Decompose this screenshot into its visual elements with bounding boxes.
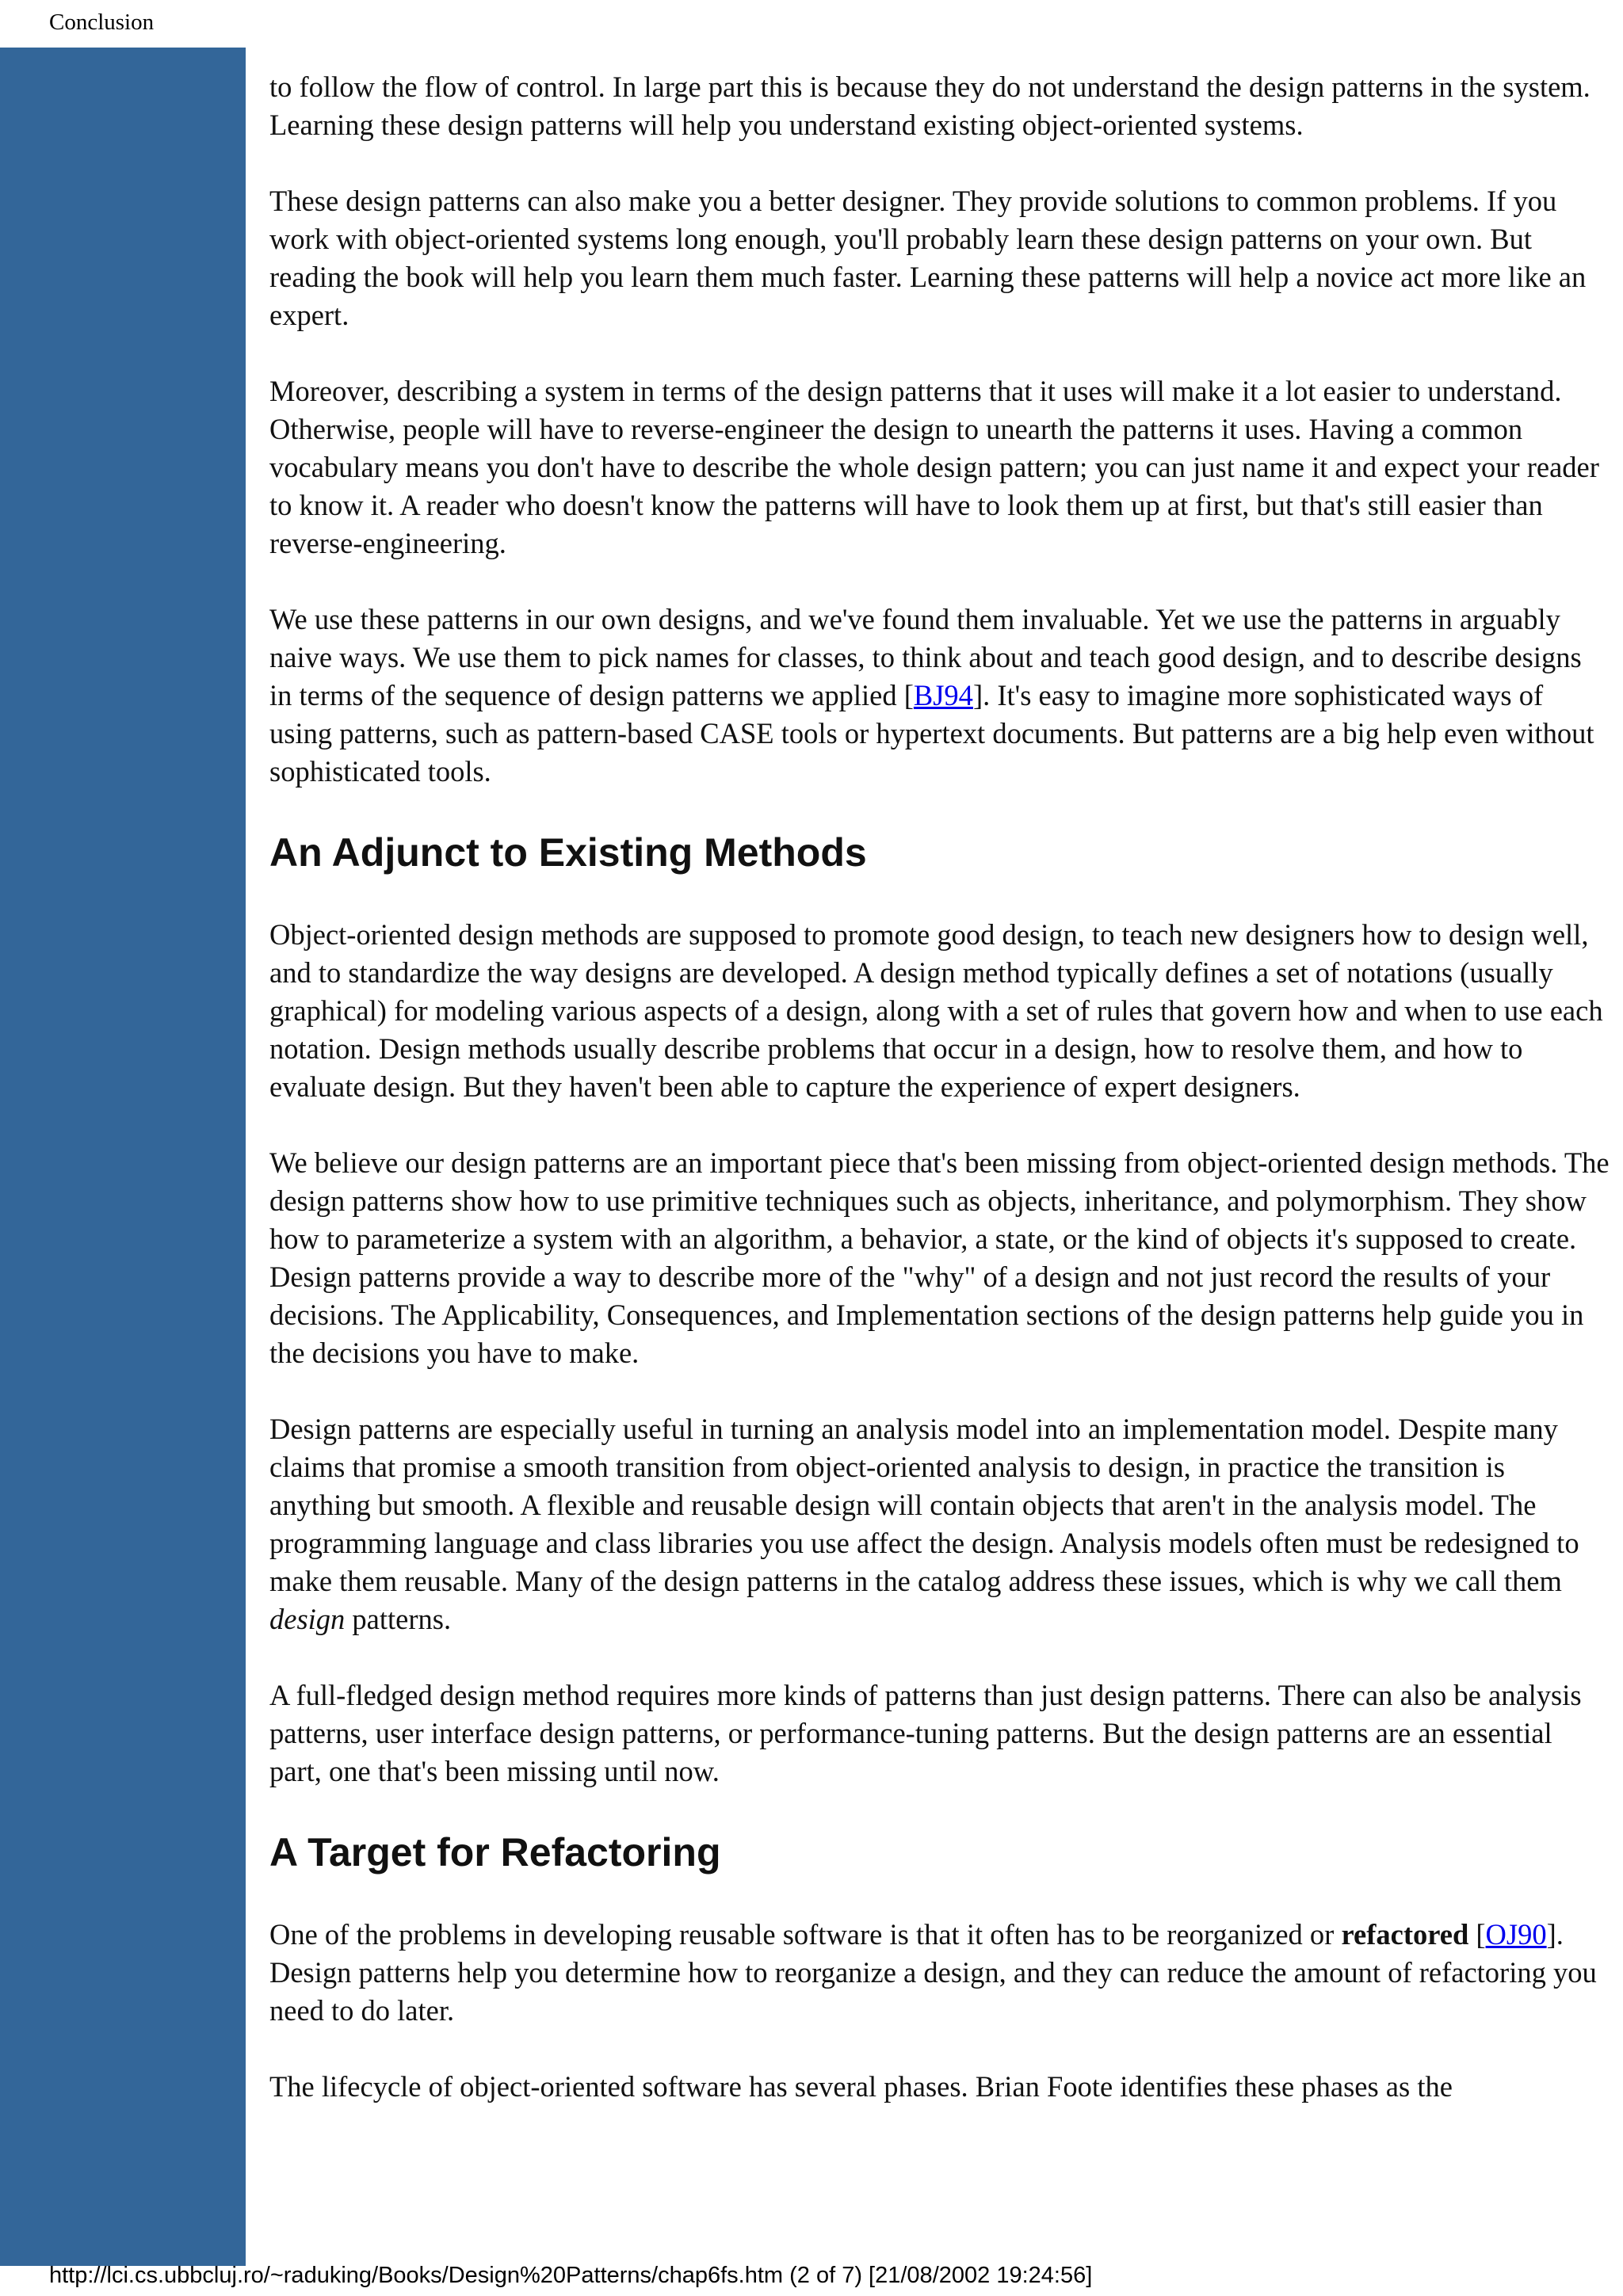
sidebar-color-bar: [0, 48, 246, 2266]
section-heading-adjunct: An Adjunct to Existing Methods: [269, 830, 867, 875]
paragraph-9-bold: refactored: [1341, 1918, 1469, 1951]
paragraph-4-text-a: We use these patterns in our own designs, and we've found them invaluable. Yet we use the patterns in arguably naive ways. We use them to pick names for classes, to think about and teach good design, and to describe designs in terms of the sequence of design patterns we applied [: [269, 603, 1582, 711]
citation-link-oj90[interactable]: OJ90: [1485, 1918, 1547, 1951]
paragraph-7-text-a: Design patterns are especially useful in turning an analysis model into an implementation model. Despite many claims that promise a smooth transition from object-oriented analysis to design, in practice the transition is anything but smooth. A flexible and reusable design will contain objects that aren't in the analysis model. The programming language and class libraries you use affect the design. Analysis models often must be redesigned to make them reusable. Many of the design patterns in the catalog address these issues, which is why we call them: [269, 1413, 1579, 1597]
paragraph-8: A full-fledged design method requires more kinds of patterns than just design patterns. There can also be analysis patterns, user interface design patterns, or performance-tuning patterns. But the design patterns are an essential part, one that's been missing until now.: [269, 1679, 1582, 1787]
paragraph-7: [269, 1410, 1610, 1638]
paragraph-2: These design patterns can also make you a better designer. They provide solutions to common problems. If you work with object-oriented systems long enough, you'll probably learn these design patterns on your own. But reading the book will help you learn them much faster. Learning these patterns will help a novice act more like an expert.: [269, 185, 1587, 331]
citation-link-bj94[interactable]: BJ94: [913, 679, 973, 711]
paragraph-9-text-c: ]. Design patterns help you determine how to reorganize a design, and they can reduce the amount of refactoring you need to do later.: [269, 1918, 1597, 2027]
paragraph-4-text-b: ]. It's easy to imagine more sophisticated ways of using patterns, such as pattern-based CASE tools or hypertext documents. But patterns are a big help even without sophisticated tools.: [269, 679, 1594, 788]
paragraph-9-text-a: One of the problems in developing reusable software is that it often has to be reorganized or: [269, 1918, 1342, 1951]
paragraph-1: to follow the flow of control. In large part this is because they do not understand the design patterns in the system. Learning these design patterns will help you understand existing object-oriented systems.: [269, 71, 1591, 141]
print-footer-url: http://lci.cs.ubbcluj.ro/~raduking/Books/Design%20Patterns/chap6fs.htm (2 of 7) [21/08/2002 19:24:56]: [49, 2263, 1093, 2288]
paragraph-9: [269, 1916, 1610, 2030]
print-header-title: Conclusion: [49, 10, 155, 35]
paragraph-7-emphasis: design: [269, 1603, 346, 1635]
page-content: [269, 68, 1610, 2144]
paragraph-5: Object-oriented design methods are supposed to promote good design, to teach new designers how to design well, and to standardize the way designs are developed. A design method typically defines a set of notations (usually graphical) for modeling various aspects of a design, along with a set of rules that govern how and when to use each notation. Design methods usually describe problems that occur in a design, how to resolve them, and how to evaluate design. But they haven't been able to capture the experience of expert designers.: [269, 918, 1603, 1103]
section-heading-refactoring: A Target for Refactoring: [269, 1830, 721, 1875]
paragraph-7-text-b: patterns.: [345, 1603, 452, 1635]
paragraph-4: [269, 601, 1610, 791]
paragraph-6: We believe our design patterns are an important piece that's been missing from object-oriented design methods. The design patterns show how to use primitive techniques such as objects, inheritance, and polymorphism. They show how to parameterize a system with an algorithm, a behavior, a state, or the kind of objects it's supposed to create. Design patterns provide a way to describe more of the "why" of a design and not just record the results of your decisions. The Applicability, Consequences, and Implementation sections of the design patterns help guide you in the decisions you have to make.: [269, 1146, 1610, 1369]
paragraph-10: The lifecycle of object-oriented software has several phases. Brian Foote identifies these phases as the: [269, 2070, 1453, 2103]
paragraph-3: Moreover, describing a system in terms of the design patterns that it uses will make it a lot easier to understand. Otherwise, people will have to reverse-engineer the design to unearth the patterns it uses. Having a common vocabulary means you don't have to describe the whole design pattern; you can just name it and expect your reader to know it. A reader who doesn't know the patterns will have to look them up at first, but that's still easier than reverse-engineering.: [269, 375, 1599, 559]
paragraph-9-text-b: [: [1468, 1918, 1486, 1951]
